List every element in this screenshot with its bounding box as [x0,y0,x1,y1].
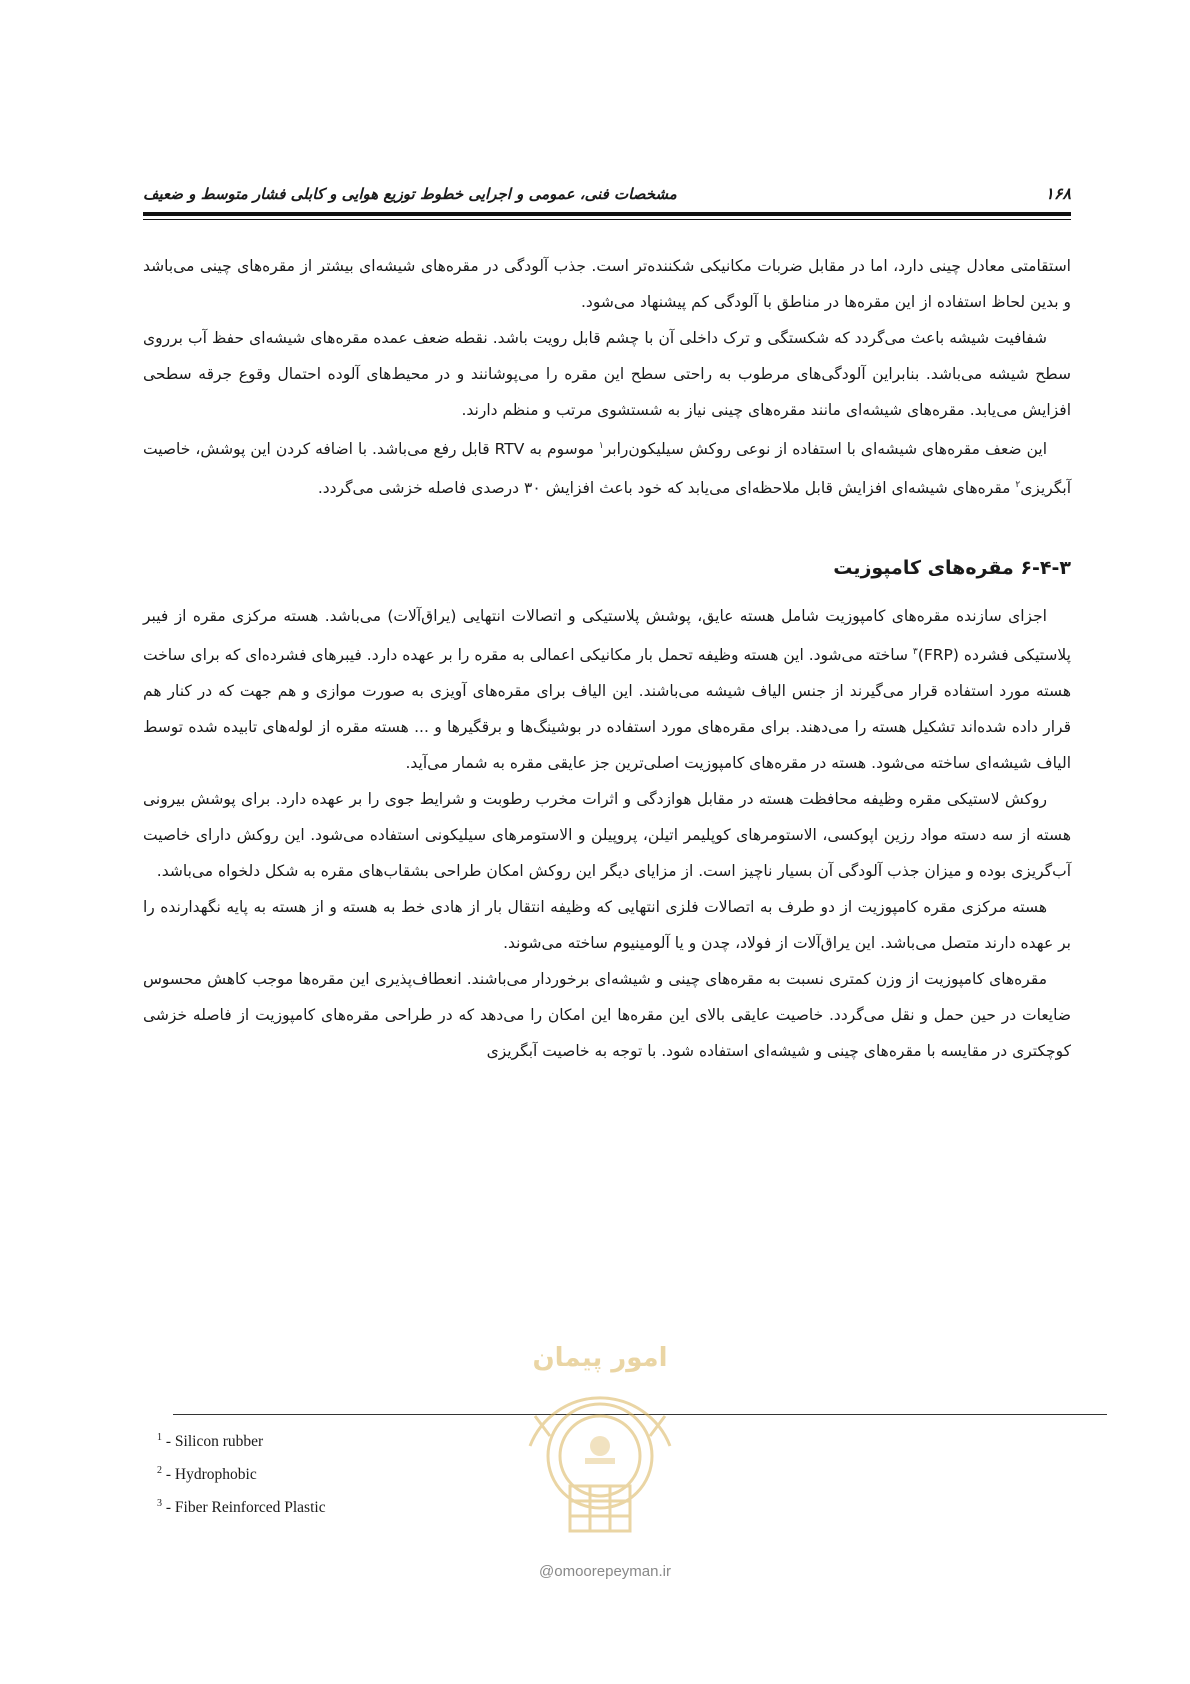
paragraph-text: اجزای سازنده مقره‌های کامپوزیت شامل هسته عایق، پوشش پلاستیکی و اتصالات انتهایی (یراق‌آلات) می‌باشد. هسته مرکزی مقره از فیبر پلاستیکی فشرده (FRP) [143,607,1071,665]
footnote-text: - Silicon rubber [162,1433,264,1451]
paragraph-text: مقره‌های شیشه‌ای افزایش قابل ملاحظه‌ای می‌یابد که خود باعث افزایش ۳۰ درصدی فاصله خزشی می‌گردد. [317,479,1016,498]
paragraph [143,428,1071,506]
paragraph-text: ساخته می‌شود. این هسته وظیفه تحمل بار مکانیکی اعمالی به مقره را بر عهده دارد. فیبرهای فشرده‌ای که برای ساخت هسته مورد استفاده قرار می‌گیرند از جنس الیاف شیشه می‌باشند. این الیاف برای مقره‌های آویزی به صورت موازی و هم جهت که در کنار هم قرار داده شده‌اند تشکیل هسته را می‌دهند. برای مقره‌های مورد استفاده در بوشینگ‌ها و برقگیرها و ... هسته مقره از لوله‌های تابیده شده توسط الیاف شیشه‌ای ساخته می‌شود. هسته در مقره‌های کامپوزیت اصلی‌ترین جز عایقی مقره به شمار می‌آید. [143,646,1071,773]
footnote-text: - Hydrophobic [162,1466,257,1484]
paragraph: روکش لاستیکی مقره وظیفه محافظت هسته در مقابل هوازدگی و اثرات مخرب رطوبت و شرایط جوی را بر عهده دارد. برای پوشش بیرونی هسته از سه دسته مواد رزین اپوکسی، الاستومرهای کوپلیمر اتیلن، پروپیلن و الاستومرهای سیلیکونی استفاده می‌شود. این روکش دارای خاصیت آب‌گریزی بوده و میزان جذب آلودگی آن بسیار ناچیز است. از مزایای دیگر این روکش امکان طراحی بشقاب‌های مقره به شکل دلخواه می‌باشد. [143,790,1071,881]
paragraph: هسته مرکزی مقره کامپوزیت از دو طرف به اتصالات فلزی انتهایی که وظیفه انتقال بار از هادی خط به هسته و از هسته به پایه نگهدارنده را بر عهده دارند متصل می‌باشد. این یراق‌آلات از فولاد، چدن و یا آلومینیوم ساخته می‌شوند. [143,898,1071,953]
page-number: ۱۶۸ [1045,184,1071,203]
running-title: مشخصات فنی، عمومی و اجرایی خطوط توزیع هوایی و کابلی فشار متوسط و ضعیف [143,184,677,203]
paragraph-text: این ضعف مقره‌های شیشه‌ای با استفاده از نوعی روکش سیلیکون‌رابر [603,440,1047,459]
header-rule-thin [143,219,1071,220]
watermark-url: @omoorepeyman.ir [539,1563,671,1580]
body-text [143,248,1071,1069]
paragraph: مقره‌های کامپوزیت از وزن کمتری نسبت به مقره‌های چینی و شیشه‌ای برخوردار می‌باشند. انعطاف‌پذیری این مقره‌ها موجب کاهش محسوس ضایعات در حین حمل و نقل می‌گردد. خاصیت عایقی بالای این مقره‌ها این امکان را می‌دهد که در طراحی مقره‌های کامپوزیت از فاصله خزشی کوچکتری در مقایسه با مقره‌های چینی و شیشه‌ای استفاده شود. با توجه به خاصیت آبگریزی [143,970,1071,1061]
footnote-text: - Fiber Reinforced Plastic [162,1499,326,1517]
paragraph: استقامتی معادل چینی دارد، اما در مقابل ضربات مکانیکی شکننده‌تر است. جذب آلودگی در مقره‌های شیشه‌ای بیشتر از مقره‌های چینی می‌باشد و بدین لحاظ استفاده از این مقره‌ها در مناطق با آلودگی کم پیشنهاد می‌شود. [143,257,1071,311]
paragraph-text: موسوم به RTV قابل رفع می‌باشد. با اضافه کردن این پوشش، خاصیت آبگریزی [143,440,1071,498]
watermark-logo-icon [490,1296,710,1546]
footnote-ref: ۲ [1015,480,1021,491]
paragraph [143,598,1071,781]
footnote-number: 2 [157,1465,162,1476]
paragraph [143,320,1071,428]
watermark-logo-text: امور پیمان [532,1343,668,1373]
footnote-ref: ۱ [598,441,604,451]
section-heading: ۶-۴-۳ مقره‌های کامپوزیت [833,557,1071,580]
page-header [143,184,1071,203]
footnote-number: 3 [157,1498,162,1509]
footnote-ref: ۳ [912,647,918,658]
header-rule-thick [143,212,1071,216]
footnote-number: 1 [157,1432,162,1443]
paragraph-text: شفافیت شیشه باعث می‌گردد که شکستگی و ترک داخلی آن با چشم قابل رویت باشد. نقطه ضعف عمده مقره‌های شیشه‌ای حفظ آب برروی سطح شیشه می‌باشد. بنابراین آلودگی‌های مرطوب به راحتی سطح این مقره را می‌پوشانند و در محیط‌های آلوده احتمال وقوع جرقه سطحی افزایش می‌یابد. مقره‌های شیشه‌ای مانند مقره‌های چینی نیاز به شستشوی مرتب و منظم دارند. [143,329,1071,419]
